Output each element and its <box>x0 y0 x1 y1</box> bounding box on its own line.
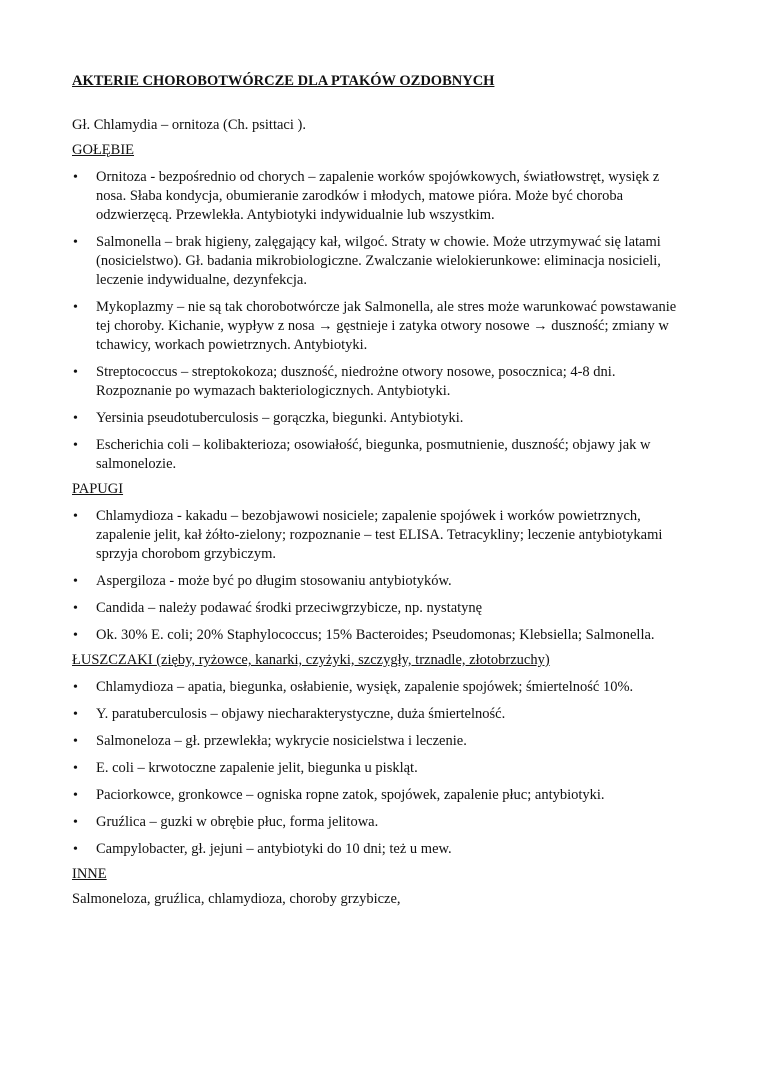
bullet-icon: • <box>73 365 78 380</box>
list-item-text: E. coli – krwotoczne zapalenie jelit, biegunka u piskląt. <box>96 760 418 776</box>
bullet-icon: • <box>73 842 78 857</box>
list-item <box>72 626 688 645</box>
bullet-icon: • <box>73 438 78 453</box>
list-item-text: Streptococcus – streptokokoza; duszność, niedrożne otwory nosowe, posocznica; 4-8 dni. Rozpoznanie po wymazach bakteriologicznych. Antybiotyki. <box>96 364 616 399</box>
bullet-list <box>72 678 688 859</box>
list-item <box>72 732 688 751</box>
section-heading-suffix: (zięby, ryżowce, kanarki, czyżyki, szczygły, trznadle, złotobrzuchy) <box>156 652 550 668</box>
list-item-text: Campylobacter, gł. jejuni – antybiotyki do 10 dni; też u mew. <box>96 841 452 857</box>
list-item-text: Candida – należy podawać środki przeciwgrzybicze, np. nystatynę <box>96 600 483 616</box>
bullet-icon: • <box>73 628 78 643</box>
list-item <box>72 813 688 832</box>
bullet-icon: • <box>73 788 78 803</box>
bullet-icon: • <box>73 680 78 695</box>
list-item <box>72 705 688 724</box>
list-item <box>72 678 688 697</box>
list-item-text: Gruźlica – guzki w obrębie płuc, forma jelitowa. <box>96 814 379 830</box>
list-item <box>72 363 688 401</box>
list-item-text: Mykoplazmy – nie są tak chorobotwórcze jak Salmonella, ale stres może warunkować powstawanie tej choroby. Kichanie, wypływ z nosa → gęstnieje i zatyka otwory nosowe → duszność; zmiany w tchawicy, workach powietrznych. Antybiotyki. <box>96 299 677 353</box>
list-item-text: Paciorkowce, gronkowce – ogniska ropne zatok, spojówek, zapalenie płuc; antybiotyki. <box>96 787 605 803</box>
list-item <box>72 507 688 564</box>
bullet-icon: • <box>73 707 78 722</box>
section-heading-2 <box>72 480 688 499</box>
section-heading-1 <box>72 141 688 160</box>
list-item-text: Salmoneloza – gł. przewlekła; wykrycie nosicielstwa i leczenie. <box>96 733 467 749</box>
section-heading-label: ŁUSZCZAKI <box>72 652 157 668</box>
list-item-text: Ornitoza - bezpośrednio od chorych – zapalenie worków spojówkowych, światłowstręt, wysięk z nosa. Słaba kondycja, obumieranie zarodków i młodych, matowe pióra. Może być choroba odzwierzęcą. Przewlekła. Antybiotyki indywidualnie lub wszystkim. <box>96 169 660 223</box>
section-heading-label: PAPUGI <box>72 481 124 497</box>
section-heading-3 <box>72 651 688 670</box>
list-item-text: Chlamydioza - kakadu – bezobjawowi nosiciele; zapalenie spojówek i worków powietrznych, zapalenie jelit, kał żółto-zielony; rozpoznanie – test ELISA. Tetracykliny; leczenie antybiotykami sprzyja chorobom grzybiczym. <box>96 508 663 562</box>
list-item-text: Chlamydioza – apatia, biegunka, osłabienie, wysięk, zapalenie spojówek; śmiertelność 10%. <box>96 679 634 695</box>
list-item-text: Ok. 30% E. coli; 20% Staphylococcus; 15% Bacteroides; Pseudomonas; Klebsiella; Salmonella. <box>96 627 655 643</box>
bullet-icon: • <box>73 235 78 250</box>
bullet-icon: • <box>73 170 78 185</box>
list-item-text: Y. paratuberculosis – objawy niecharakterystyczne, duża śmiertelność. <box>96 706 506 722</box>
bullet-icon: • <box>73 734 78 749</box>
list-item <box>72 298 688 355</box>
list-item <box>72 599 688 618</box>
list-item-text: Salmonella – brak higieny, zalęgający kał, wilgoć. Straty w chowie. Może utrzymywać się latami (nosicielstwo). Gł. badania mikrobiologiczne. Zwalczanie wielokierunkowe: eliminacja nosicieli, leczenie indywidualne, dezynfekcja. <box>96 234 661 288</box>
bullet-icon: • <box>73 300 78 315</box>
list-item-text: Escherichia coli – kolibakterioza; osowiałość, biegunka, posmutnienie, duszność; objawy jak w salmonelozie. <box>96 437 651 472</box>
bullet-icon: • <box>73 601 78 616</box>
bullet-icon: • <box>73 574 78 589</box>
section-heading-other: INNE <box>72 866 107 882</box>
list-item <box>72 759 688 778</box>
bullet-list <box>72 168 688 474</box>
list-item <box>72 840 688 859</box>
bullet-icon: • <box>73 815 78 830</box>
list-item <box>72 572 688 591</box>
list-item <box>72 786 688 805</box>
list-item <box>72 233 688 290</box>
list-item <box>72 436 688 474</box>
document-title: AKTERIE CHOROBOTWÓRCZE DLA PTAKÓW OZDOBNYCH <box>72 73 495 89</box>
list-item <box>72 409 688 428</box>
bullet-icon: • <box>73 761 78 776</box>
section-heading-label: GOŁĘBIE <box>72 142 135 158</box>
sections-container <box>72 141 688 859</box>
list-item <box>72 168 688 225</box>
list-item-text: Aspergiloza - może być po długim stosowaniu antybiotyków. <box>96 573 452 589</box>
other-text: Salmoneloza, gruźlica, chlamydioza, choroby grzybicze, <box>72 891 401 907</box>
intro-line: Gł. Chlamydia – ornitoza (Ch. psittaci ). <box>72 117 306 133</box>
bullet-icon: • <box>73 411 78 426</box>
bullet-list <box>72 507 688 645</box>
bullet-icon: • <box>73 509 78 524</box>
list-item-text: Yersinia pseudotuberculosis – gorączka, biegunki. Antybiotyki. <box>96 410 464 426</box>
